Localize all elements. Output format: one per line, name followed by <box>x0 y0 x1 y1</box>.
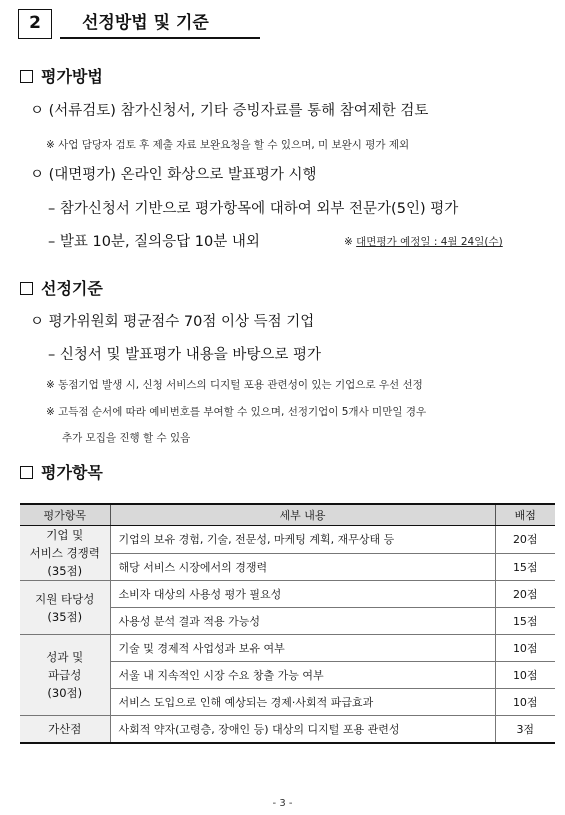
detail-cell: 서울 내 지속적인 시장 수요 창출 가능 여부 <box>110 662 495 689</box>
page-number: - 3 - <box>272 798 293 809</box>
criteria-heading-row <box>20 276 103 299</box>
score-cell: 20점 <box>495 581 555 608</box>
score-cell: 15점 <box>495 608 555 635</box>
detail-cell: 해당 서비스 시장에서의 경쟁력 <box>110 553 495 581</box>
table-header-row <box>20 504 555 526</box>
table-row <box>20 581 555 608</box>
category-line: (35점) <box>47 609 83 624</box>
detail-cell: 기술 및 경제적 사업성과 보유 여부 <box>110 635 495 662</box>
method-sub-experts: – 참가신청서 기반으로 평가항목에 대하여 외부 전문가(5인) 평가 <box>48 201 459 217</box>
detail-cell: 사용성 분석 결과 적용 가능성 <box>110 608 495 635</box>
category-cell <box>20 526 110 581</box>
criteria-heading: 선정기준 <box>41 279 103 298</box>
category-line: 파급성 <box>48 668 82 682</box>
method-item-document-review: ㅇ (서류검토) 참가신청서, 기타 증빙자료를 통해 참여제한 검토 <box>30 103 429 119</box>
detail-cell: 소비자 대상의 사용성 평가 필요성 <box>110 581 495 608</box>
evaluation-table <box>20 503 555 744</box>
category-cell <box>20 635 110 716</box>
method-note-date <box>344 234 503 249</box>
category-line: (30점) <box>47 686 83 700</box>
section-number: 2 <box>18 9 52 39</box>
col-header-category: 평가항목 <box>20 504 110 526</box>
col-header-detail: 세부 내용 <box>110 504 495 526</box>
note-mark: ※ <box>344 236 353 248</box>
checkbox-square-icon <box>20 282 33 295</box>
score-cell: 10점 <box>495 689 555 716</box>
method-item-interview: ㅇ (대면평가) 온라인 화상으로 발표평가 시행 <box>30 167 317 183</box>
table-row <box>20 526 555 554</box>
method-note-date-text: 대면평가 예정일 : 4월 24일(수) <box>356 236 503 248</box>
checkbox-square-icon <box>20 466 33 479</box>
category-line: 성과 및 <box>46 650 84 664</box>
items-heading-row <box>20 460 103 483</box>
criteria-note-reserve: ※ 고득점 순서에 따라 예비번호를 부여할 수 있으며, 선정기업이 5개사 미만일 경우 <box>46 406 427 418</box>
score-cell: 10점 <box>495 662 555 689</box>
detail-cell: 기업의 보유 경험, 기술, 전문성, 마케팅 계획, 재무상태 등 <box>110 526 495 554</box>
category-line: 가산점 <box>48 722 82 736</box>
criteria-note-reserve-cont: 추가 모집을 진행 할 수 있음 <box>62 432 191 444</box>
score-cell: 20점 <box>495 526 555 554</box>
category-cell <box>20 716 110 744</box>
score-cell: 3점 <box>495 716 555 744</box>
col-header-score: 배점 <box>495 504 555 526</box>
criteria-item-score: ㅇ 평가위원회 평균점수 70점 이상 득점 기업 <box>30 314 315 330</box>
category-line: 서비스 경쟁력 <box>29 546 100 560</box>
category-line: (35점) <box>47 564 83 578</box>
section-title: 선정방법 및 기준 <box>60 9 260 39</box>
table-row <box>20 716 555 744</box>
table-row <box>20 635 555 662</box>
detail-cell: 서비스 도입으로 인해 예상되는 경제·사회적 파급효과 <box>110 689 495 716</box>
score-cell: 10점 <box>495 635 555 662</box>
method-sub-presentation: – 발표 10분, 질의응답 10분 내외 <box>48 234 260 250</box>
category-line: 기업 및 <box>46 528 84 542</box>
checkbox-square-icon <box>20 70 33 83</box>
method-heading: 평가방법 <box>41 67 103 86</box>
method-note-supplement: ※ 사업 담당자 검토 후 제출 자료 보완요청을 할 수 있으며, 미 보완시 평가 제외 <box>46 139 410 151</box>
category-line: 지원 타당성 <box>35 591 95 606</box>
method-heading-row <box>20 64 103 87</box>
detail-cell: 사회적 약자(고령층, 장애인 등) 대상의 디지털 포용 관련성 <box>110 716 495 744</box>
criteria-sub-basis: – 신청서 및 발표평가 내용을 바탕으로 평가 <box>48 347 322 363</box>
score-cell: 15점 <box>495 553 555 581</box>
items-heading: 평가항목 <box>41 463 103 482</box>
criteria-note-tie: ※ 동점기업 발생 시, 신청 서비스의 디지털 포용 관련성이 있는 기업으로 우선 선정 <box>46 379 423 391</box>
category-cell <box>20 581 110 635</box>
